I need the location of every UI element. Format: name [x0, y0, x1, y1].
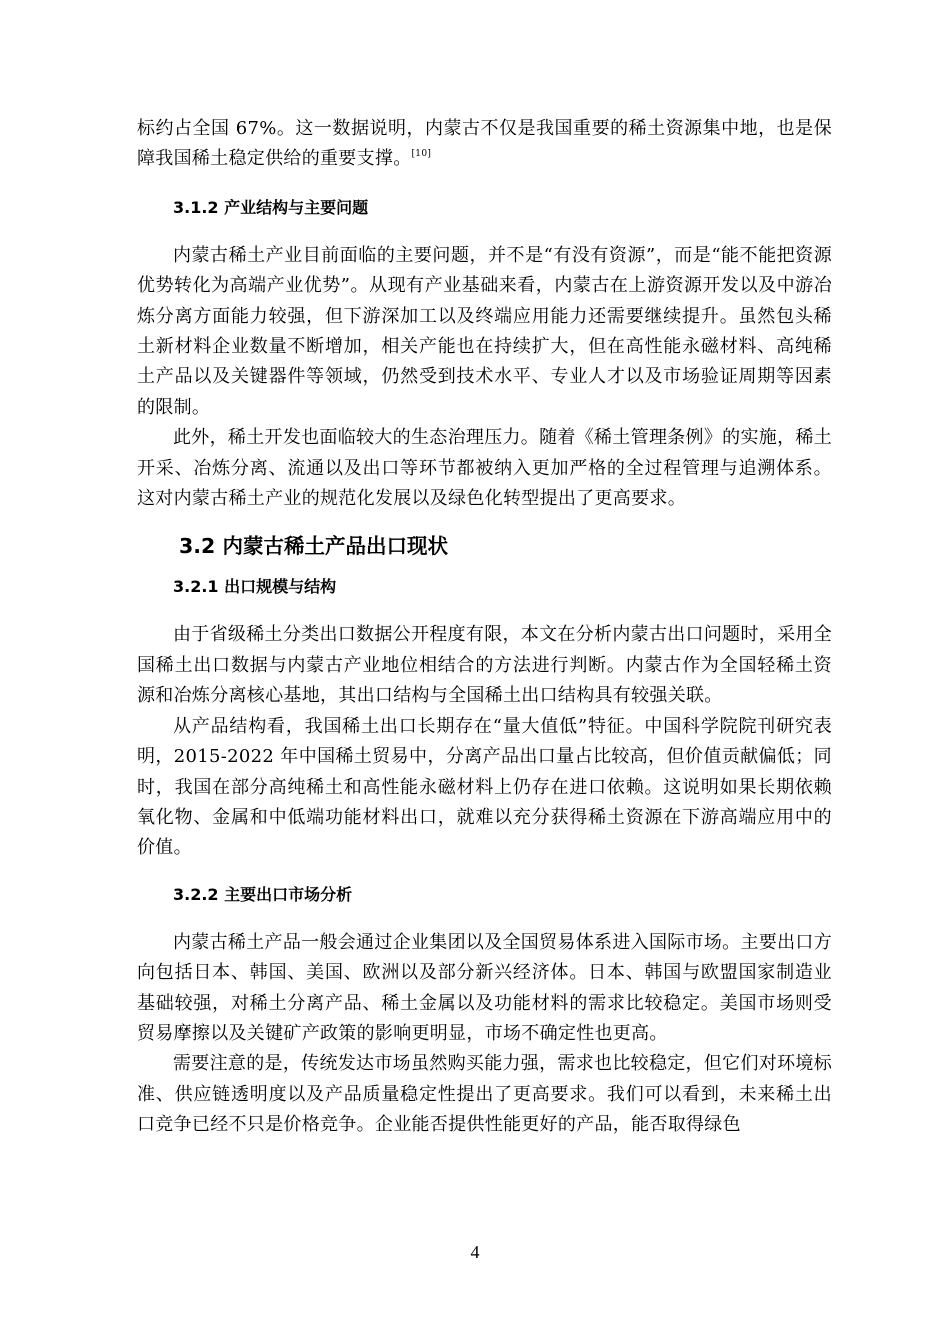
paragraph-export-data-method: 由于省级稀土分类出口数据公开程度有限，本文在分析内蒙古出口问题时，采用全国稀土出口数据与内蒙古产业地位相结合的方法进行判断。内蒙古作为全国轻稀土资源和冶炼分离核心基地，其出口结构与全国稀土出口结构具有较强关联。	[137, 624, 832, 707]
paragraph-export-markets: 内蒙古稀土产品一般会通过企业集团以及全国贸易体系进入国际市场。主要出口方向包括日本、韩国、美国、欧洲以及部分新兴经济体。日本、韩国与欧盟国家制造业基础较强，对稀土分离产品、稀土金属以及功能材料的需求比较稳定。美国市场则受贸易摩擦以及关键矿产政策的影响更明显，市场不确定性也更高。	[137, 931, 832, 1044]
page-number: 4	[470, 1242, 480, 1262]
paragraph-industry-problems: 内蒙古稀土产业目前面临的主要问题，并不是“有没有资源”，而是“能不能把资源优势转化为高端产业优势”。从现有产业基础来看，内蒙古在上游资源开发以及中游冶炼分离方面能力较强，但下游深加工以及终端应用能力还需要继续提升。虽然包头稀土新材料企业数量不断增加，相关产能也在持续扩大，但在高性能永磁材料、高纯稀土产品以及关键器件等领域，仍然受到技术水平、专业人才以及市场验证周期等因素的限制。	[137, 244, 832, 418]
section-heading-3-1-2: 3.1.2 产业结构与主要问题	[173, 197, 369, 217]
paragraph-text: 标约占全国 67%。这一数据说明，内蒙古不仅是我国重要的稀土资源集中地，也是保障我国稀土稳定供给的重要支撑。	[137, 118, 832, 170]
page-content	[137, 114, 832, 1141]
section-heading-3-2-1: 3.2.1 出口规模与结构	[173, 577, 337, 597]
paragraph-export-structure: 从产品结构看，我国稀土出口长期存在“量大值低”特征。中国科学院院刊研究表明，2015-2022 年中国稀土贸易中，分离产品出口量占比较高，但价值贡献偏低；同时，我国在部分高纯稀土和高性能永磁材料上仍存在进口依赖。这说明如果长期依赖氧化物、金属和中低端功能材料出口，就难以充分获得稀土资源在下游高端应用中的价值。	[137, 715, 832, 859]
paragraph-market-requirements: 需要注意的是，传统发达市场虽然购买能力强，需求也比较稳定，但它们对环境标准、供应链透明度以及产品质量稳定性提出了更高要求。我们可以看到，未来稀土出口竞争已经不只是价格竞争。企业能否提供性能更好的产品，能否取得绿色	[137, 1053, 832, 1136]
section-heading-3-2: 3.2 内蒙古稀土产品出口现状	[179, 534, 448, 559]
paragraph-ecological-pressure: 此外，稀土开发也面临较大的生态治理压力。随着《稀土管理条例》的实施，稀土开采、冶炼分离、流通以及出口等环节都被纳入更加严格的全过程管理与追溯体系。这对内蒙古稀土产业的规范化发展以及绿色化转型提出了更高要求。	[137, 427, 832, 510]
section-heading-3-2-2: 3.2.2 主要出口市场分析	[173, 884, 353, 904]
paragraph-resource-share	[137, 114, 832, 175]
citation-marker: [10]	[411, 149, 432, 160]
